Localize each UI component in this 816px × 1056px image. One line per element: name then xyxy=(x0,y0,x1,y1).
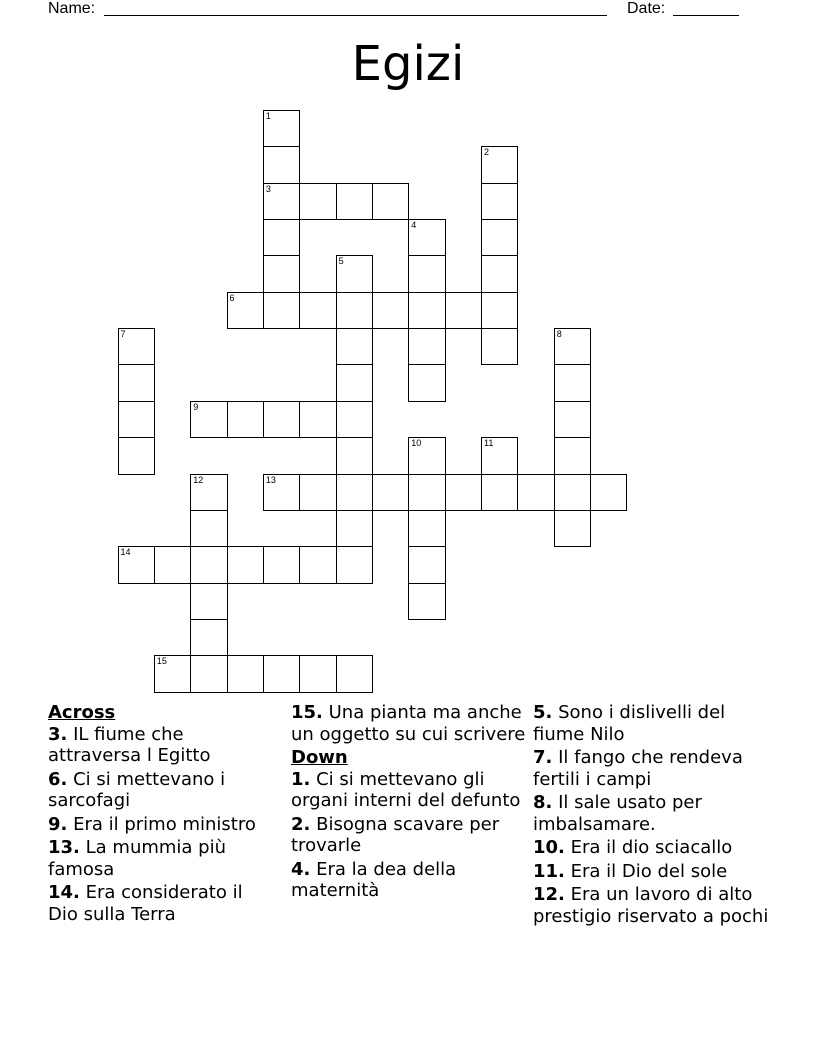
clue-number: 8 xyxy=(556,329,562,340)
clue-across-3: 3. IL fiume che attraversa l Egitto xyxy=(48,723,211,766)
grid-cell[interactable] xyxy=(336,328,373,365)
grid-cell[interactable] xyxy=(299,401,336,438)
puzzle-title: Egizi xyxy=(351,36,465,92)
grid-cell[interactable] xyxy=(263,183,300,220)
clue-across-14: 14. Era considerato il Dio sulla Terra xyxy=(48,882,243,925)
grid-cell[interactable] xyxy=(590,474,627,511)
grid-cell[interactable] xyxy=(263,146,300,183)
grid-cell[interactable] xyxy=(299,292,336,329)
clue-number: 9 xyxy=(193,401,199,412)
grid-cell[interactable] xyxy=(408,328,445,365)
grid-cell[interactable] xyxy=(227,292,264,329)
grid-cell[interactable] xyxy=(554,510,591,547)
grid-cell[interactable] xyxy=(190,546,227,583)
grid-cell[interactable] xyxy=(408,255,445,292)
clue-down-4: 4. Era la dea della maternità xyxy=(291,858,457,901)
down-heading: Down xyxy=(291,747,348,768)
grid-cell[interactable] xyxy=(554,474,591,511)
grid-cell[interactable] xyxy=(554,364,591,401)
clue-across-15: 15. Una pianta ma anche un oggetto su cui scrivere xyxy=(291,702,526,745)
grid-cell[interactable] xyxy=(118,364,155,401)
clue-number: 1 xyxy=(265,111,271,121)
clue-down-12: 12. Era un lavoro di alto prestigio riservato a pochi xyxy=(533,884,769,927)
clue-down-5: 5. Sono i dislivelli del fiume Nilo xyxy=(533,702,726,745)
clue-number: 11 xyxy=(484,438,494,449)
grid-cell[interactable] xyxy=(118,437,155,474)
grid-cell[interactable] xyxy=(299,474,336,511)
grid-cell[interactable] xyxy=(408,583,445,620)
grid-cell[interactable] xyxy=(190,510,227,547)
grid-cell[interactable] xyxy=(336,364,373,401)
grid-cell[interactable] xyxy=(227,401,264,438)
grid-cell[interactable] xyxy=(190,474,227,511)
grid-cell[interactable] xyxy=(263,219,300,256)
grid-cell[interactable] xyxy=(481,183,518,220)
grid-cell[interactable] xyxy=(408,437,445,474)
grid-cell[interactable] xyxy=(336,546,373,583)
clue-down-10: 10. Era il dio sciacallo xyxy=(533,837,733,858)
date-label: Date: xyxy=(627,0,666,17)
grid-cell[interactable] xyxy=(481,255,518,292)
grid-cell[interactable] xyxy=(263,110,300,147)
grid-cell[interactable] xyxy=(263,546,300,583)
clue-across-13: 13. La mummia più famosa xyxy=(48,837,227,880)
clue-number: 2 xyxy=(484,147,490,158)
grid-cell[interactable] xyxy=(336,401,373,438)
grid-cell[interactable] xyxy=(336,474,373,511)
grid-cell[interactable] xyxy=(263,292,300,329)
clue-number: 12 xyxy=(193,474,204,485)
grid-cell[interactable] xyxy=(118,546,155,583)
grid-cell[interactable] xyxy=(517,474,554,511)
grid-cell[interactable] xyxy=(154,655,191,692)
grid-cell[interactable] xyxy=(190,619,227,656)
clue-number: 13 xyxy=(265,474,276,485)
grid-cell[interactable] xyxy=(190,401,227,438)
grid-cell[interactable] xyxy=(372,292,409,329)
clues-column-1 xyxy=(48,702,278,927)
grid-cell[interactable] xyxy=(227,546,264,583)
grid-cell[interactable] xyxy=(445,474,482,511)
grid-cell[interactable] xyxy=(299,546,336,583)
clue-number: 14 xyxy=(120,547,131,558)
grid-cell[interactable] xyxy=(408,510,445,547)
grid-cell[interactable] xyxy=(481,292,518,329)
grid-cell[interactable] xyxy=(299,655,336,692)
grid-cell[interactable] xyxy=(336,292,373,329)
grid-cell[interactable] xyxy=(263,255,300,292)
grid-cell[interactable] xyxy=(481,328,518,365)
name-label: Name: xyxy=(48,0,96,17)
grid-cell[interactable] xyxy=(408,364,445,401)
grid-cell[interactable] xyxy=(481,437,518,474)
grid-cell[interactable] xyxy=(190,655,227,692)
grid-cell[interactable] xyxy=(299,183,336,220)
clues-column-2 xyxy=(291,702,527,904)
clue-down-7: 7. Il fango che rendeva fertili i campi xyxy=(533,747,743,790)
grid-cell[interactable] xyxy=(336,437,373,474)
clue-down-11: 11. Era il Dio del sole xyxy=(533,860,728,882)
clue-down-2: 2. Bisogna scavare per trovarle xyxy=(291,813,500,856)
grid-cell[interactable] xyxy=(481,474,518,511)
grid-cell[interactable] xyxy=(481,219,518,256)
clue-number: 5 xyxy=(338,256,344,267)
clue-number: 10 xyxy=(411,438,422,449)
clue-number: 7 xyxy=(120,329,126,340)
grid-cell[interactable] xyxy=(263,474,300,511)
grid-cell[interactable] xyxy=(154,546,191,583)
grid-cell[interactable] xyxy=(445,292,482,329)
grid-cell[interactable] xyxy=(554,437,591,474)
clue-down-1: 1. Ci si mettevano gli organi interni del defunto xyxy=(291,768,521,811)
grid-cell[interactable] xyxy=(408,546,445,583)
clue-number: 3 xyxy=(265,183,271,194)
grid-cell[interactable] xyxy=(554,401,591,438)
clue-down-8: 8. Il sale usato per imbalsamare. xyxy=(533,792,702,835)
clue-across-9: 9. Era il primo ministro xyxy=(48,813,256,835)
clue-across-6: 6. Ci si mettevano i sarcofagi xyxy=(48,768,226,811)
across-heading: Across xyxy=(48,702,116,723)
clue-number: 4 xyxy=(411,220,417,231)
grid-cell[interactable] xyxy=(263,655,300,692)
clue-number: 6 xyxy=(229,292,235,303)
grid-cell[interactable] xyxy=(408,474,445,511)
clue-number: 15 xyxy=(156,656,167,667)
grid-cell[interactable] xyxy=(336,183,373,220)
grid-cell[interactable] xyxy=(372,474,409,511)
grid-cell[interactable] xyxy=(263,401,300,438)
grid-cell[interactable] xyxy=(190,583,227,620)
clues-column-3 xyxy=(533,702,773,929)
grid-cell[interactable] xyxy=(227,655,264,692)
grid-cell[interactable] xyxy=(408,292,445,329)
grid-cell[interactable] xyxy=(118,401,155,438)
grid-cell[interactable] xyxy=(481,146,518,183)
grid-cell[interactable] xyxy=(336,655,373,692)
grid-cell[interactable] xyxy=(408,219,445,256)
grid-cell[interactable] xyxy=(336,255,373,292)
grid-cell[interactable] xyxy=(336,510,373,547)
grid-cell[interactable] xyxy=(372,183,409,220)
grid-cell[interactable] xyxy=(554,328,591,365)
grid-cell[interactable] xyxy=(118,328,155,365)
